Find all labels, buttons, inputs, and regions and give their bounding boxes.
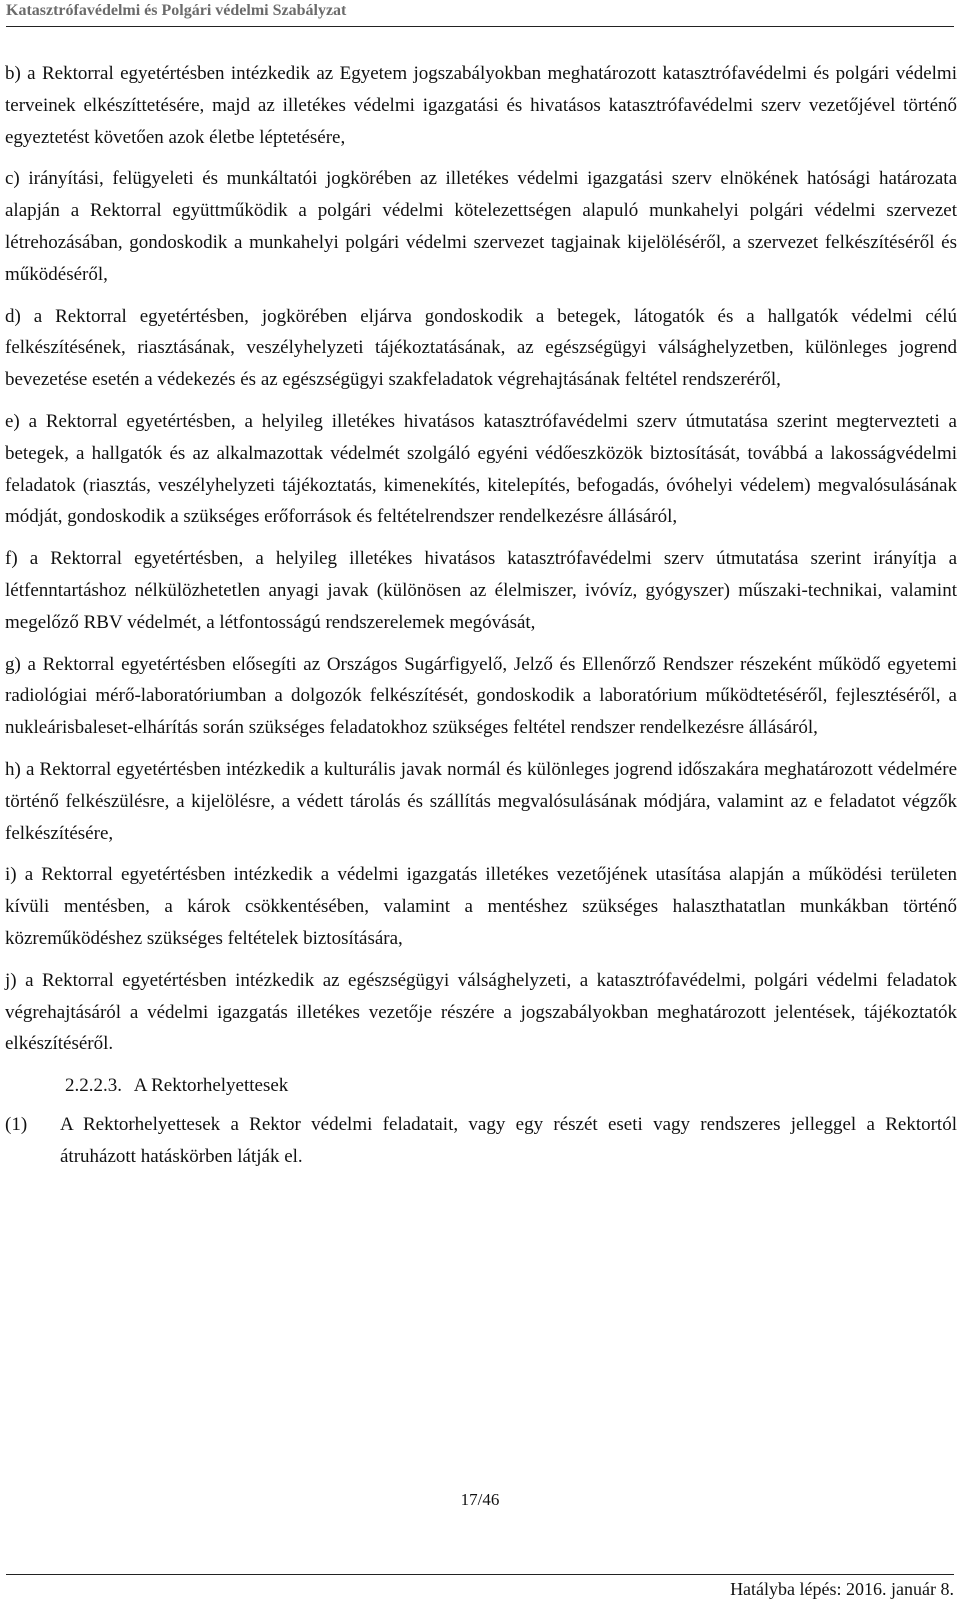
paragraph-h: h) a Rektorral egyetértésben intézkedik a kulturális javak normál és különleges jogrend időszakára meghatározott védelmére történő felkészülésre, a kijelölésre, a védett tárolás és szállítás megvalósulásának módjára, valamint az e feladatot végzők felkészítésére, (5, 758, 957, 844)
paragraph-g: g) a Rektorral egyetértésben elősegíti az Országos Sugárfigyelő, Jelző és Ellenőrző Rendszer részeként működő egyetemi radiológiai mérő-laboratóriumban a dolgozók felkészítését, gondoskodik a laboratórium működtetéséről, fejlesztéséről, a nukleárisbaleset-elhárítás során szükséges feladatokhoz szükséges feltétel rendszer rendelkezésre állásáról, (5, 653, 957, 739)
paragraph-j: j) a Rektorral egyetértésben intézkedik az egészségügyi válsághelyzeti, a katasztrófavédelmi, polgári védelmi feladatok végrehajtásáról a védelmi igazgatás illetékes vezetője részére a jogszabályokban meghatározott jelentések, tájékoztatók elkészítéséről. (5, 969, 957, 1055)
section-title: A Rektorhelyettesek (133, 1075, 289, 1097)
paragraph-f: f) a Rektorral egyetértésben, a helyileg illetékes hivatásos katasztrófavédelmi szerv útmutatása szerint irányítja a létfenntartáshoz nélkülözhetetlen anyagi javak (különösen az élelmiszer, ivóvíz, gyógyszer) műszaki-technikai, valamint megelőző RBV védelmét, a létfontosságú rendszerelemek megóvását, (5, 548, 957, 633)
item-text: A Rektorhelyettesek a Rektor védelmi feladatait, vagy egy részét eseti vagy rendszeres jelleggel a Rektortól átruházott hatáskörben látják el. (60, 1114, 957, 1167)
section-number: 2.2.2.3. (65, 1075, 122, 1097)
document-body (5, 58, 957, 1173)
paragraph-d: d) a Rektorral egyetértésben, jogkörében eljárva gondoskodik a betegek, látogatók és a hallgatók védelmi célú felkészítésének, riasztásának, veszélyhelyzeti tájékoztatásának, az egészségügyi válsághelyzetben, különleges jogrend bevezetése esetén a védekezés és az egészségügyi szakfeladatok végrehajtásának feltétel rendszeréről, (5, 305, 957, 391)
page-header (6, 0, 954, 27)
paragraph-b: b) a Rektorral egyetértésben intézkedik az Egyetem jogszabályokban meghatározott katasztrófavédelmi és polgári védelmi terveinek elkészíttetésére, majd az illetékes védelmi igazgatási és hivatásos katasztrófavédelmi szerv vezetőjével történő egyeztetést követően azok életbe léptetésére, (5, 63, 957, 148)
section-heading (65, 1070, 957, 1101)
page-number: 17/46 (460, 1490, 500, 1509)
footer-divider (6, 1574, 954, 1575)
item-marker: (1) (5, 1114, 28, 1136)
numbered-item (5, 1109, 957, 1173)
paragraph-i: i) a Rektorral egyetértésben intézkedik a védelmi igazgatás illetékes vezetőjének utasítása alapján a működési területen kívüli mentésben, a károk csökkentésében, valamint a mentéshez szükséges halaszthatatlan munkákban történő közreműködéshez szükséges feltételek biztosítására, (5, 864, 957, 949)
paragraph-e: e) a Rektorral egyetértésben, a helyileg illetékes hivatásos katasztrófavédelmi szerv útmutatása szerint megtervezteti a betegek, a hallgatók és az alkalmazottak védelmét szolgáló egyéni védőeszközök biztosítását, továbbá a lakosságvédelmi feladatok (riasztás, veszélyhelyzeti tájékoztatás, kimenekítés, kitelepítés, befogadás, óvóhelyi védelem) megvalósulásának módját, gondoskodik a szükséges erőforrások és feltételrendszer rendelkezésre állásáról, (5, 410, 957, 528)
effective-date: Hatályba lépés: 2016. január 8. (730, 1579, 954, 1599)
document-title: Katasztrófavédelmi és Polgári védelmi Szabályzat (6, 2, 347, 19)
paragraph-c: c) irányítási, felügyeleti és munkáltatói jogkörében az illetékes védelmi igazgatási szerv elnökének hatósági határozata alapján a Rektorral együttműködik a polgári védelmi kötelezettségen alapuló munkahelyi polgári védelmi szervezet létrehozásában, gondoskodik a munkahelyi polgári védelmi szervezet tagjainak kijelöléséről, a szervezet felkészítéséről és működéséről, (5, 168, 957, 285)
